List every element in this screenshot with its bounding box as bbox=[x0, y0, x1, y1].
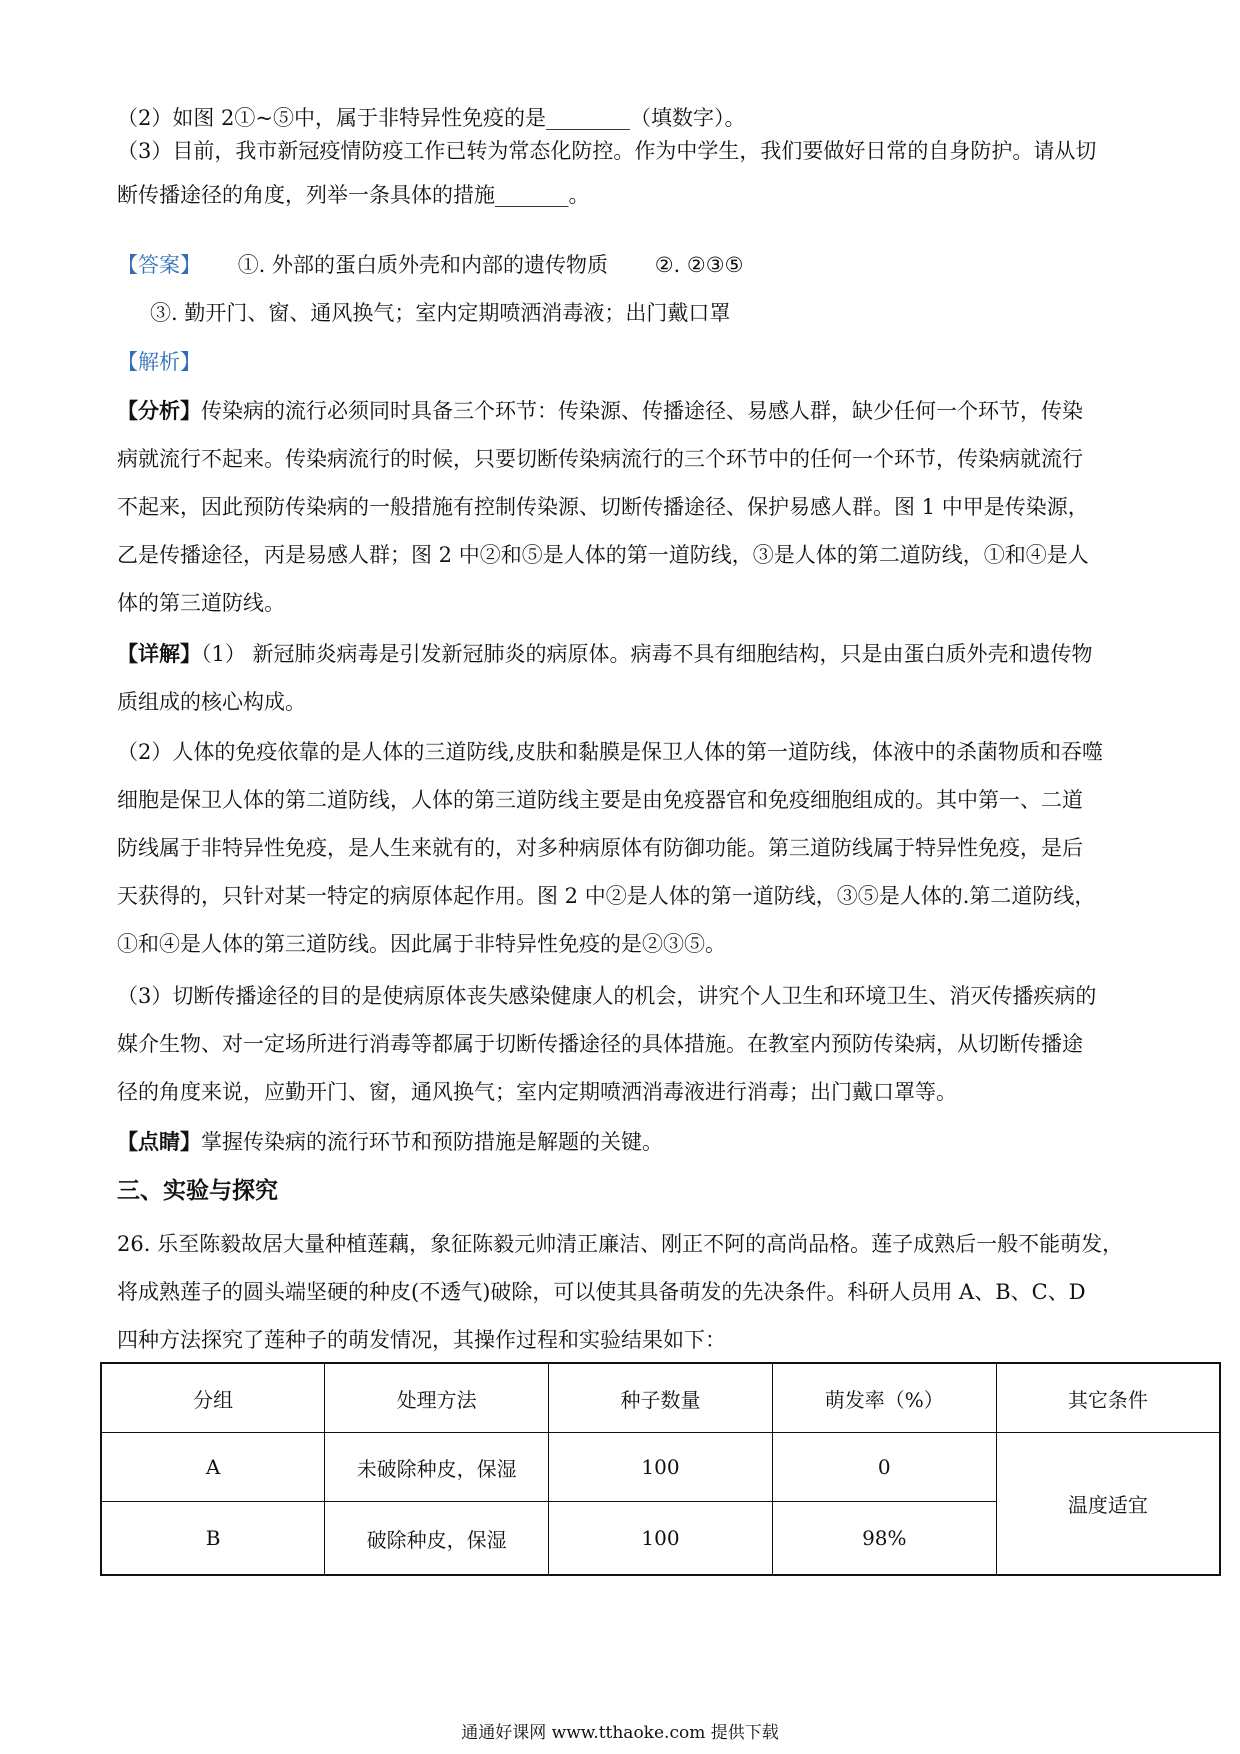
paragraph-2-line-2: 细胞是保卫人体的第二道防线，人体的第三道防线主要是由免疫器官和免疫细胞组成的。其中第一、二道 bbox=[117, 788, 1083, 812]
paragraph-3-line-3: 径的角度来说，应勤开门、窗，通风换气；室内定期喷洒消毒液进行消毒；出门戴口罩等。 bbox=[117, 1080, 957, 1104]
header-other-conditions: 其它条件 bbox=[996, 1363, 1220, 1433]
page-footer: 通通好课网 www.tthaoke.com 提供下载 bbox=[461, 1723, 779, 1743]
fenxi-label: 【分析】 bbox=[117, 398, 201, 423]
cell-treatment: 破除种皮，保湿 bbox=[325, 1502, 549, 1576]
analysis-label: 【解析】 bbox=[117, 350, 201, 374]
table-row bbox=[101, 1433, 1220, 1502]
question-2-line: （2）如图 2①~⑤中，属于非特异性免疫的是________（填数字）。 bbox=[117, 106, 746, 130]
answer-item-3: ③. 勤开门、窗、通风换气；室内定期喷洒消毒液；出门戴口罩 bbox=[150, 301, 731, 325]
xiangjie-label: 【详解】 bbox=[117, 641, 201, 666]
fenxi-line-4: 乙是传播途径，丙是易感人群；图 2 中②和⑤是人体的第一道防线，③是人体的第二道防线，①和④是人 bbox=[117, 543, 1089, 567]
xiangjie-line-2: 质组成的核心构成。 bbox=[117, 690, 306, 714]
xiangjie-text-1: （1） 新冠肺炎病毒是引发新冠肺炎的病原体。病毒不具有细胞结构，只是由蛋白质外壳和遗传物 bbox=[201, 642, 1093, 666]
section-title: 三、实验与探究 bbox=[117, 1178, 278, 1204]
table-header-row bbox=[101, 1363, 1220, 1433]
cell-seed-count: 100 bbox=[549, 1433, 773, 1502]
fenxi-line-5: 体的第三道防线。 bbox=[117, 591, 285, 615]
answer-line bbox=[117, 251, 1127, 279]
header-treatment: 处理方法 bbox=[325, 1363, 549, 1433]
header-germination-rate: 萌发率（%） bbox=[772, 1363, 996, 1433]
cell-group: B bbox=[101, 1502, 325, 1576]
paragraph-2-line-3: 防线属于非特异性免疫，是人生来就有的，对多种病原体有防御功能。第三道防线属于特异性免疫，是后 bbox=[117, 836, 1083, 860]
cell-germination-rate: 98% bbox=[772, 1502, 996, 1576]
question-26-line-3: 四种方法探究了莲种子的萌发情况，其操作过程和实验结果如下： bbox=[117, 1328, 726, 1352]
paragraph-3-line-2: 媒介生物、对一定场所进行消毒等都属于切断传播途径的具体措施。在教室内预防传染病，从切断传播途 bbox=[117, 1032, 1083, 1056]
paragraph-2-line-4: 天获得的，只针对某一特定的病原体起作用。图 2 中②是人体的第一道防线，③⑤是人体的.第二道防线， bbox=[117, 884, 1096, 908]
xiangjie-line-1 bbox=[117, 640, 1127, 668]
paragraph-3-line-1: （3）切断传播途径的目的是使病原体丧失感染健康人的机会，讲究个人卫生和环境卫生、消灭传播疾病的 bbox=[117, 984, 1097, 1008]
header-seed-count: 种子数量 bbox=[549, 1363, 773, 1433]
cell-seed-count: 100 bbox=[549, 1502, 773, 1576]
paragraph-2-line-1: （2）人体的免疫依靠的是人体的三道防线,皮肤和黏膜是保卫人体的第一道防线，体液中的杀菌物质和吞噬 bbox=[117, 740, 1104, 764]
germination-table bbox=[100, 1362, 1221, 1576]
answer-label: 【答案】 bbox=[117, 253, 201, 277]
answer-item-1: ①. 外部的蛋白质外壳和内部的遗传物质 bbox=[237, 253, 609, 277]
question-3-line-1: （3）目前，我市新冠疫情防疫工作已转为常态化防控。作为中学生，我们要做好日常的自身防护。请从切 bbox=[117, 139, 1097, 163]
fenxi-text-1: 传染病的流行必须同时具备三个环节：传染源、传播途径、易感人群，缺少任何一个环节，传染 bbox=[201, 399, 1083, 423]
question-26-line-1: 26. 乐至陈毅故居大量种植莲藕，象征陈毅元帅清正廉洁、刚正不阿的高尚品格。莲子成熟后一般不能萌发， bbox=[117, 1232, 1124, 1256]
dianjing-line bbox=[117, 1128, 1127, 1156]
question-26-line-2: 将成熟莲子的圆头端坚硬的种皮(不透气)破除，可以使其具备萌发的先决条件。科研人员用 A、B、C、D bbox=[117, 1280, 1086, 1304]
dianjing-label: 【点睛】 bbox=[117, 1129, 201, 1154]
cell-treatment: 未破除种皮，保湿 bbox=[325, 1433, 549, 1502]
cell-group: A bbox=[101, 1433, 325, 1502]
cell-other-conditions: 温度适宜 bbox=[996, 1433, 1220, 1576]
fenxi-line-2: 病就流行不起来。传染病流行的时候，只要切断传染病流行的三个环节中的任何一个环节，传染病就流行 bbox=[117, 447, 1083, 471]
cell-germination-rate: 0 bbox=[772, 1433, 996, 1502]
paragraph-2-line-5: ①和④是人体的第三道防线。因此属于非特异性免疫的是②③⑤。 bbox=[117, 932, 726, 956]
fenxi-line-3: 不起来，因此预防传染病的一般措施有控制传染源、切断传播途径、保护易感人群。图 1 中甲是传染源， bbox=[117, 495, 1089, 519]
answer-item-2: ②. ②③⑤ bbox=[654, 253, 744, 277]
dianjing-text: 掌握传染病的流行环节和预防措施是解题的关键。 bbox=[201, 1130, 663, 1154]
fenxi-line-1 bbox=[117, 397, 1127, 425]
question-3-line-2: 断传播途径的角度，列举一条具体的措施_______。 bbox=[117, 183, 590, 207]
header-group: 分组 bbox=[101, 1363, 325, 1433]
